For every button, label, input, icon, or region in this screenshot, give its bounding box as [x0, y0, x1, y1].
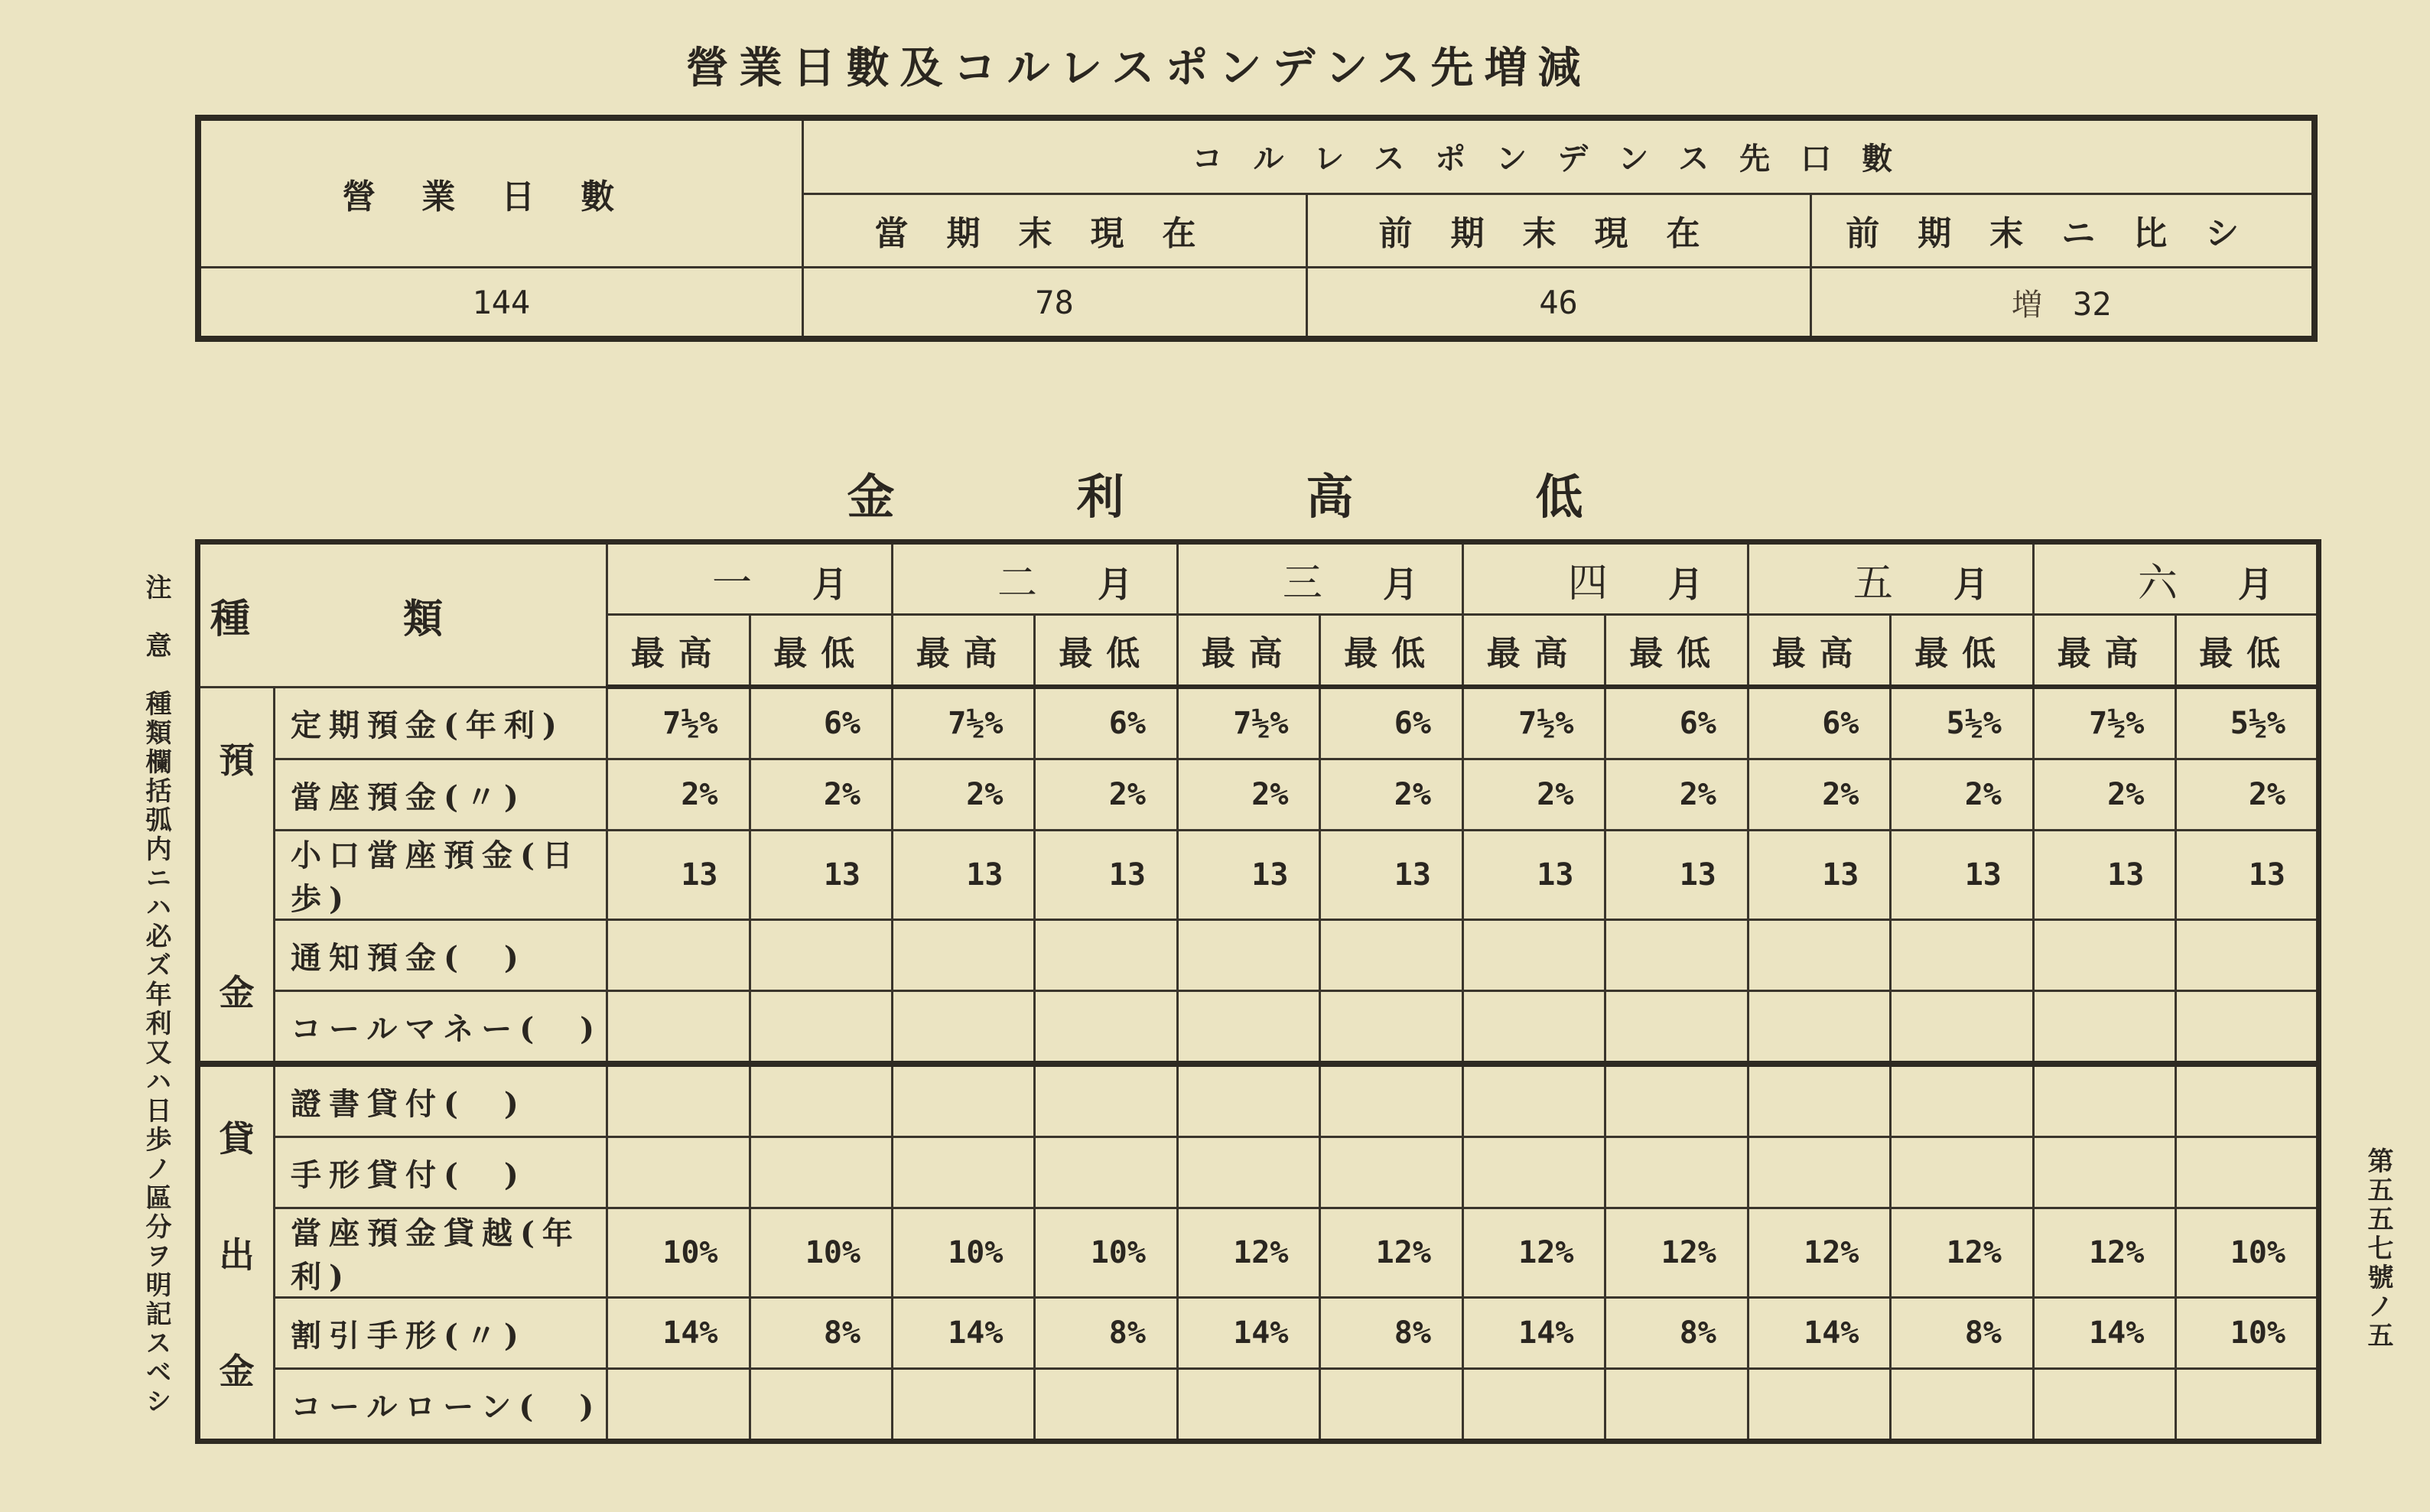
rate-low	[750, 1137, 892, 1208]
business-days-value: 144	[198, 268, 802, 340]
interest-rates-table	[195, 539, 2321, 1444]
low-header: 最低	[1605, 615, 1748, 688]
rate-high	[2033, 991, 2175, 1065]
group-label-bottom: 金	[219, 1351, 255, 1392]
rate-high: 14%	[892, 1298, 1034, 1369]
rate-high	[2033, 1137, 2175, 1208]
rate-low	[1035, 991, 1177, 1065]
table-row	[198, 1137, 2319, 1208]
high-header: 最高	[1177, 615, 1319, 688]
group-label	[198, 687, 275, 1064]
rate-high	[1748, 1369, 1890, 1442]
rate-high: 10%	[607, 1208, 750, 1298]
low-header: 最低	[2176, 615, 2319, 688]
rate-kind-label: 割引手形(〃)	[275, 1298, 607, 1369]
rate-low	[1035, 1064, 1177, 1137]
rate-high	[1177, 1137, 1319, 1208]
group-label	[198, 1064, 275, 1442]
col-current: 當期末現在	[802, 193, 1306, 267]
rate-high: 7½%	[1462, 687, 1605, 759]
rate-low	[1891, 1137, 2033, 1208]
table-row	[198, 1064, 2319, 1137]
month-number: 三	[1282, 560, 1322, 606]
rate-low: 2%	[2176, 759, 2319, 831]
rate-high	[1748, 920, 1890, 991]
low-header: 最低	[1035, 615, 1177, 688]
low-header: 最低	[1320, 615, 1462, 688]
month-number: 一	[711, 560, 752, 606]
rates-title-char: 低	[1535, 469, 1583, 525]
rate-high	[1462, 1369, 1605, 1442]
rate-high	[892, 1064, 1034, 1137]
previous-value: 46	[1306, 268, 1810, 340]
rate-high	[607, 991, 750, 1065]
high-header: 最高	[607, 615, 750, 688]
month-header	[1462, 542, 1748, 615]
rate-high: 2%	[1748, 759, 1890, 831]
month-number: 二	[997, 560, 1037, 606]
low-header: 最低	[1891, 615, 2033, 688]
rate-high	[1177, 1064, 1319, 1137]
rate-high	[892, 1369, 1034, 1442]
table-row	[198, 687, 2319, 759]
rate-low	[750, 920, 892, 991]
group-label-top: 貸	[219, 1118, 255, 1159]
month-number: 四	[1567, 560, 1608, 606]
correspondent-header: コルレスポンデンス先口數	[802, 118, 2315, 193]
rate-low	[1891, 1369, 2033, 1442]
high-header: 最高	[1462, 615, 1605, 688]
rate-low: 8%	[750, 1298, 892, 1369]
rate-kind-label: 通知預金( )	[275, 920, 607, 991]
rate-high: 14%	[1462, 1298, 1605, 1369]
page-title: 營業日數及コルレスポンデンス先増減	[685, 43, 1592, 93]
kind-header: 種類	[198, 542, 607, 688]
current-value: 78	[802, 268, 1306, 340]
rate-high	[1748, 1137, 1890, 1208]
rate-high	[607, 920, 750, 991]
low-header: 最低	[750, 615, 892, 688]
rate-low	[1605, 920, 1748, 991]
rate-low	[1320, 1369, 1462, 1442]
group-label-mid: 出	[219, 1234, 255, 1276]
rate-high: 14%	[1177, 1298, 1319, 1369]
rate-low: 10%	[750, 1208, 892, 1298]
rate-low: 2%	[750, 759, 892, 831]
rate-low: 6%	[1605, 687, 1748, 759]
rate-high: 10%	[892, 1208, 1034, 1298]
rate-high	[892, 1137, 1034, 1208]
rate-low: 13	[2176, 831, 2319, 920]
rate-low: 12%	[1320, 1208, 1462, 1298]
rate-kind-label: 證書貸付( )	[275, 1064, 607, 1137]
rate-low	[2176, 1137, 2319, 1208]
rate-low: 12%	[1605, 1208, 1748, 1298]
rate-high: 13	[607, 831, 750, 920]
rate-high: 14%	[2033, 1298, 2175, 1369]
rate-high: 7½%	[2033, 687, 2175, 759]
rate-low	[1320, 1137, 1462, 1208]
month-header	[1748, 542, 2033, 615]
rate-low	[2176, 1064, 2319, 1137]
rate-high: 12%	[1177, 1208, 1319, 1298]
rate-low	[2176, 991, 2319, 1065]
rate-low	[2176, 920, 2319, 991]
rate-low: 12%	[1891, 1208, 2033, 1298]
rate-low: 13	[1605, 831, 1748, 920]
rate-high	[1462, 991, 1605, 1065]
table-row	[198, 920, 2319, 991]
rate-high: 2%	[2033, 759, 2175, 831]
month-header	[1177, 542, 1462, 615]
business-days-header: 營業日數	[198, 118, 802, 268]
month-number: 五	[1853, 560, 1893, 606]
table-row	[198, 1298, 2319, 1369]
rate-low: 10%	[2176, 1298, 2319, 1369]
month-suffix: 月	[1382, 563, 1418, 605]
rate-low	[1605, 1369, 1748, 1442]
rate-low	[750, 1369, 892, 1442]
rate-low: 5½%	[2176, 687, 2319, 759]
rate-kind-label: 當座預金貸越(年利)	[275, 1208, 607, 1298]
rate-high: 13	[2033, 831, 2175, 920]
rate-low: 6%	[750, 687, 892, 759]
rate-high: 7½%	[1177, 687, 1319, 759]
rate-high: 6%	[1748, 687, 1890, 759]
rate-high	[607, 1064, 750, 1137]
rate-high	[1748, 991, 1890, 1065]
rate-low	[1891, 1064, 2033, 1137]
rate-high: 7½%	[892, 687, 1034, 759]
change-value: 32	[2072, 285, 2112, 323]
rate-high	[1177, 1369, 1319, 1442]
rate-low: 8%	[1891, 1298, 2033, 1369]
rate-low	[1891, 920, 2033, 991]
table-row	[198, 991, 2319, 1065]
rate-low: 8%	[1320, 1298, 1462, 1369]
high-header: 最高	[892, 615, 1034, 688]
rate-low: 10%	[2176, 1208, 2319, 1298]
change-cell	[1810, 268, 2315, 340]
rate-low: 10%	[1035, 1208, 1177, 1298]
rate-low	[1320, 991, 1462, 1065]
month-suffix: 月	[1953, 563, 1989, 605]
rate-low	[1035, 920, 1177, 991]
table-row	[198, 759, 2319, 831]
rate-kind-label: 手形貸付( )	[275, 1137, 607, 1208]
month-header	[892, 542, 1177, 615]
rate-low	[2176, 1369, 2319, 1442]
rate-high: 13	[1748, 831, 1890, 920]
business-days-table	[195, 115, 2318, 342]
rate-high: 13	[892, 831, 1034, 920]
col-change: 前期末ニ比シ	[1810, 193, 2315, 267]
increase-mark: 増	[2011, 287, 2042, 323]
rate-high	[892, 920, 1034, 991]
rate-high: 2%	[607, 759, 750, 831]
rate-low: 13	[1320, 831, 1462, 920]
rate-high: 2%	[1462, 759, 1605, 831]
month-suffix: 月	[1097, 563, 1133, 605]
rate-high: 7½%	[607, 687, 750, 759]
rate-kind-label: コールマネー( )	[275, 991, 607, 1065]
rate-low: 2%	[1891, 759, 2033, 831]
rates-title-char: 利	[1076, 469, 1124, 525]
rate-high	[1462, 1137, 1605, 1208]
rate-low: 2%	[1605, 759, 1748, 831]
rate-high: 13	[1177, 831, 1319, 920]
rate-high	[1462, 1064, 1605, 1137]
rate-low: 2%	[1035, 759, 1177, 831]
page-number: 第五五七號ノ五	[2363, 1147, 2393, 1351]
table-row	[198, 831, 2319, 920]
rate-high: 14%	[607, 1298, 750, 1369]
rate-high	[1748, 1064, 1890, 1137]
rate-high	[1177, 920, 1319, 991]
rate-high: 14%	[1748, 1298, 1890, 1369]
high-header: 最高	[1748, 615, 1890, 688]
month-number: 六	[2137, 560, 2178, 606]
rate-low: 8%	[1605, 1298, 1748, 1369]
rate-high	[892, 991, 1034, 1065]
high-header: 最高	[2033, 615, 2175, 688]
rate-high: 12%	[1462, 1208, 1605, 1298]
rates-title-char: 高	[1306, 469, 1354, 525]
rate-high	[2033, 1369, 2175, 1442]
rate-kind-label: 定期預金(年利)	[275, 687, 607, 759]
rate-low	[1320, 1064, 1462, 1137]
table-row	[198, 1369, 2319, 1442]
rate-high	[1462, 920, 1605, 991]
month-header	[607, 542, 893, 615]
rate-high	[1177, 991, 1319, 1065]
rate-kind-label: コールローン( )	[275, 1369, 607, 1442]
rate-low: 13	[1891, 831, 2033, 920]
table-row	[198, 1208, 2319, 1298]
rate-low	[1891, 991, 2033, 1065]
rates-title	[0, 459, 2430, 527]
footnote: 注 意 種類欄括弧内ニハ必ズ年利又ハ日歩ノ區分ヲ明記スベシ	[141, 574, 171, 1416]
group-label-top: 預	[219, 740, 255, 782]
rate-kind-label: 當座預金(〃)	[275, 759, 607, 831]
rate-high	[2033, 920, 2175, 991]
rate-low	[1035, 1369, 1177, 1442]
rate-high: 12%	[2033, 1208, 2175, 1298]
rate-kind-label: 小口當座預金(日歩)	[275, 831, 607, 920]
col-previous: 前期末現在	[1306, 193, 1810, 267]
rate-high	[607, 1137, 750, 1208]
rate-low	[1605, 1064, 1748, 1137]
rate-low	[1605, 1137, 1748, 1208]
rate-high: 13	[1462, 831, 1605, 920]
group-label-bottom: 金	[219, 972, 255, 1014]
rate-low	[1320, 920, 1462, 991]
rate-low: 2%	[1320, 759, 1462, 831]
rate-high: 2%	[892, 759, 1034, 831]
month-suffix: 月	[812, 563, 847, 605]
month-suffix: 月	[1667, 563, 1703, 605]
rate-low: 8%	[1035, 1298, 1177, 1369]
rate-high	[2033, 1064, 2175, 1137]
rate-low: 5½%	[1891, 687, 2033, 759]
rate-low	[1035, 1137, 1177, 1208]
rate-low	[1605, 991, 1748, 1065]
month-suffix: 月	[2237, 563, 2273, 605]
rate-high	[607, 1369, 750, 1442]
rate-high: 2%	[1177, 759, 1319, 831]
rate-low: 6%	[1320, 687, 1462, 759]
rate-low	[750, 1064, 892, 1137]
month-header	[2033, 542, 2318, 615]
rate-low: 13	[750, 831, 892, 920]
rates-title-char: 金	[847, 469, 895, 525]
rate-low: 13	[1035, 831, 1177, 920]
rate-high: 12%	[1748, 1208, 1890, 1298]
rate-low: 6%	[1035, 687, 1177, 759]
rate-low	[750, 991, 892, 1065]
